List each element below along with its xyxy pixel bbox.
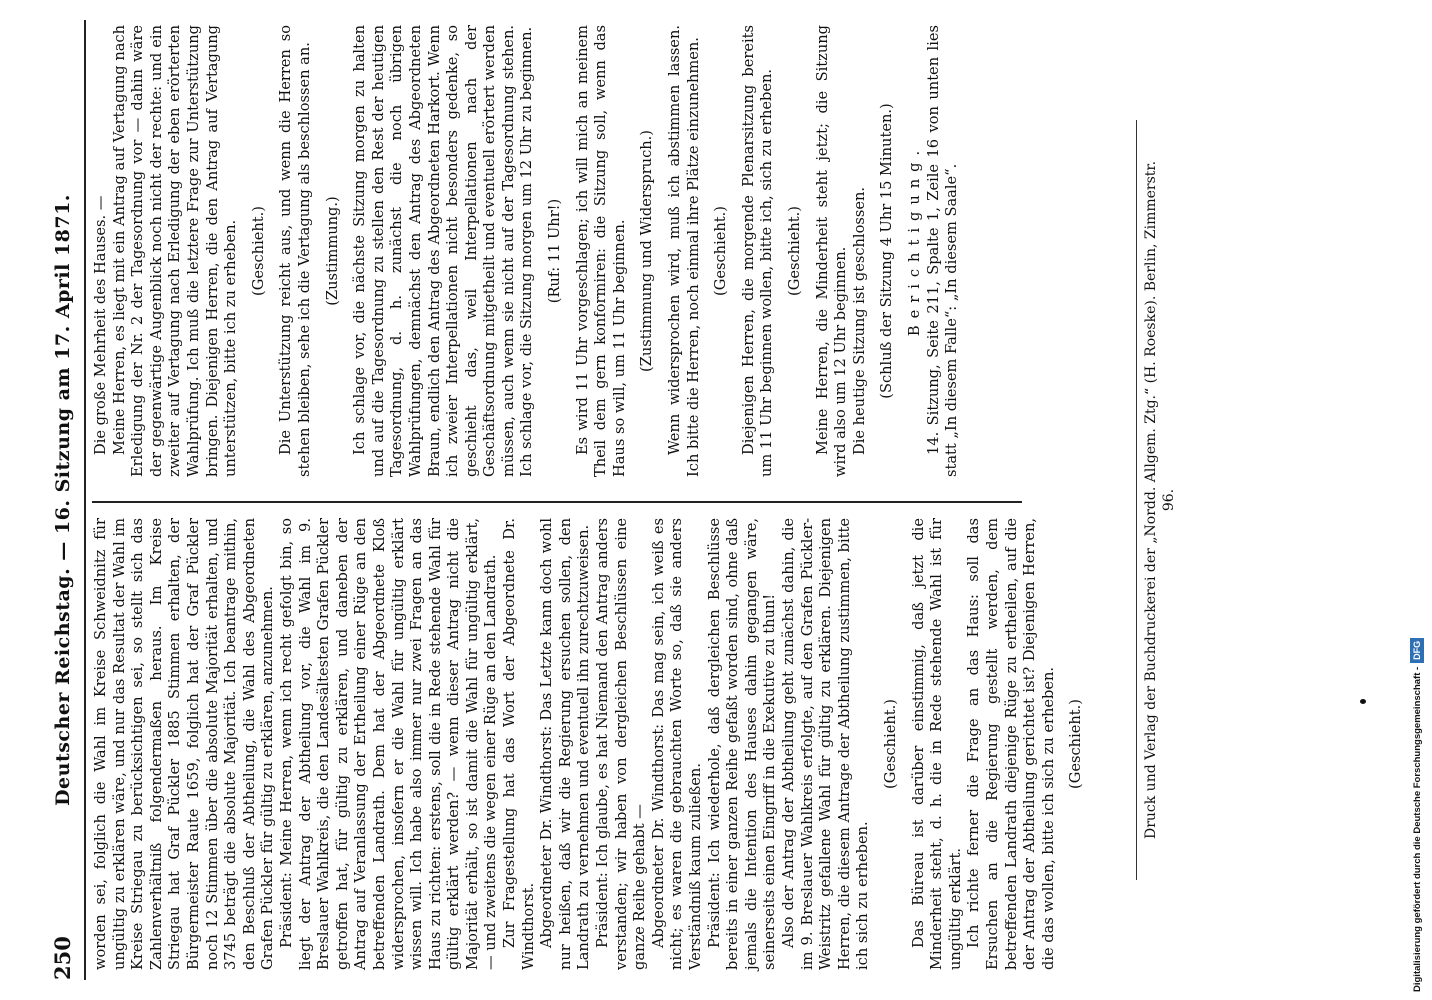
printer-imprint: Druck und Verlag der Buchdruckerei der „Nordd. Allgem. Ztg.“ (H. Roeske). Berlin, Zimmerstr. 96.	[1143, 160, 1177, 840]
paragraph: Es wird 11 Uhr vorgeschlagen; ich will mich an meinem Theil dem gern konformiren: die Sitzung soll, wenn das Haus so will, um 11 Uhr beginnen.	[573, 25, 628, 477]
paragraph: Ich schlage vor, die nächste Sitzung morgen zu halten und auf die Tagesordnung zu stellen den Rest der heutigen Tagesordnung, d. h. zunächst die noch übrigen Wahlprüfungen, demnächst den Antrag des Abgeordneten Braun, endlich den Antrag des Abgeordneten Harkort. Wenn ich zweier Interpellationen nicht besonders gedenke, so geschieht das, weil Interpellationen nach der Geschäftsordnung mitgetheilt und eventuell erörtert werden müssen, auch wenn sie nicht auf der Tagesordnung stehen. Ich schlage vor, die Sitzung morgen um 12 Uhr zu beginnen.	[351, 25, 536, 477]
paragraph: Diejenigen Herren, die morgende Plenarsitzung bereits um 11 Uhr beginnen wollen, bitte ich, sich zu erheben.	[739, 25, 776, 477]
column-divider	[92, 501, 1022, 503]
footer-rule	[1136, 120, 1137, 880]
correction-heading: Berichtigung.	[905, 143, 923, 337]
paragraph: Das Büreau ist darüber einstimmig, daß jetzt die Minderheit steht, d. h. die in Rede stehende Wahl ist für ungültig erklärt.	[909, 518, 964, 970]
stage-direction: (Geschieht.)	[712, 206, 730, 296]
paragraph: Ich richte ferner die Frage an das Haus: soll das Ersuchen an die Regierung gestellt werden, dem betreffenden Landrath diejenige Rüge zu ertheilen, auf die der Antrag der Abtheilung gerichtet ist? Diejenigen Herren, die das wollen, bitte ich sich zu erheben.	[965, 518, 1057, 970]
paragraph: Präsident: Meine Herren, wenn ich recht gefolgt bin, so liegt der Antrag der Abtheilung vor, die Wahl im 9. Breslauer Wahlkreis, die den Landesältesten Grafen Pückler getroffen hat, für gültig zu erklären, und daneben der Antrag auf Veranlassung der Ertheilung einer Rüge an den betreffenden Landrath. Dem hat der Abgeordnete Kloß widersprochen, insofern er die Wahl für ungültig erklärt wissen will. Ich habe also immer nur zwei Fragen an das Haus zu richten: erstens, soll die in Rede stehende Wahl für gültig erklärt werden? — wenn dieser Antrag nicht die Majorität erhält, so ist damit die Wahl für ungültig erklärt, — und zweitens die wegen einer Rüge an den Landrath.	[277, 518, 500, 970]
paragraph: Wenn widersprochen wird, muß ich abstimmen lassen. Ich bitte die Herren, noch einmal ihre Plätze einzunehmen.	[666, 25, 702, 477]
stage-direction: (Geschieht.)	[1067, 699, 1085, 789]
paragraph: Präsident: Ich glaube, es hat Niemand den Antrag anders verstanden; wir haben von dergleichen Beschlüssen eine ganze Reihe gehabt —	[594, 518, 649, 970]
page-title: Deutscher Reichstag. — 16. Sitzung am 17. April 1871.	[52, 194, 74, 806]
right-column	[92, 25, 962, 477]
stage-direction: (Geschieht.)	[881, 699, 899, 789]
ink-spot	[1360, 699, 1366, 704]
paragraph: Abgeordneter Dr. Windthorst: Das mag sein, ich weiß es nicht; es waren die gebrauchten Worte so, daß sie anders Verständniß kaum zuließen.	[649, 518, 704, 970]
stage-direction: (Geschieht.)	[786, 206, 803, 296]
paragraph: Die heutige Sitzung ist geschlossen.	[850, 186, 868, 455]
session-close-note: (Schluß der Sitzung 4 Uhr 15 Minuten.)	[878, 103, 896, 399]
paragraph: Präsident: Ich wiederhole, daß dergleichen Beschlüsse bereits in einer ganzen Reihe gefaßt worden sind, ohne daß jemals die Intention des Hauses dahin gegangen wäre, seinerseits einen Eingriff in die Exekutive zu thun!	[705, 518, 779, 970]
page-number: 250	[50, 936, 75, 980]
left-column	[92, 518, 1095, 970]
header-rule	[84, 20, 86, 980]
dfg-logo: DFG	[1410, 638, 1424, 663]
stage-direction: (Zustimmung.)	[323, 196, 341, 306]
page-header	[38, 20, 78, 980]
paragraph: Die Unterstützung reicht aus, und wenn die Herren so stehen bleiben, sehe ich die Vertagung als beschlossen an.	[277, 25, 313, 477]
paragraph: Die große Mehrheit des Hauses. —	[92, 195, 109, 455]
paragraph: Also der Antrag der Abtheilung geht zunächst dahin, die im 9. Breslauer Wahlkreis erfolgte, auf den Grafen Pückler-Weistritz gefallene Wahl für gültig zu erklären. Diejenigen Herren, die diesem Antrage der Abtheilung zustimmen, bitte ich sich zu erheben.	[779, 518, 872, 970]
stage-direction: (Zustimmung und Widerspruch.)	[638, 130, 656, 372]
credit-text: Digitalisierung gefördert durch die Deutsche Forschungsgemeinschaft -	[1412, 666, 1423, 992]
paragraph: worden sei, folglich die Wahl im Kreise Schweidnitz für ungültig zu erklären wäre, und nur das Resultat der Wahl im Kreise Striegau zu berücksichtigen sei, so stellt sich das Zahlenverhältniß folgendermaßen heraus. Im Kreise Striegau hat Graf Pückler 1885 Stimmen erhalten, der Bürgermeister Raute 1659, folglich hat der Graf Pückler noch 12 Stimmen über die absolute Majorität erhalten, und 3745 beträgt die absolute Majorität. Ich beantrage mithin, den Beschluß der Abtheilung, die Wahl des Abgeordneten Grafen Pückler für gültig zu erklären, anzunehmen.	[92, 518, 277, 970]
paragraph: Meine Herren, es liegt mit ein Antrag auf Vertagung nach Erledigung der Nr. 2 der Tagesordnung vor — dahin wäre der gegenwärtige Augenblick noch nicht der rechte: und ein zweiter auf Vertagung nach Erledigung der eben erörterten Wahlprüfung. Ich muß die letztere Frage zur Unterstützung bringen. Diejenigen Herren, die den Antrag auf Vertagung unterstützen, bitte ich zu erheben.	[110, 25, 240, 477]
paragraph: Zur Fragestellung hat das Wort der Abgeordnete Dr. Windthorst.	[501, 518, 537, 970]
correction-text: 14. Sitzung, Seite 211, Spalte 1, Zeile 16 von unten lies statt „In diesem Falle“: „In diesem Saale“.	[924, 25, 961, 477]
digitization-credit	[1410, 6, 1424, 992]
paragraph: Abgeordneter Dr. Windthorst: Das Letzte kann doch wohl nur heißen, daß wir die Regierung ersuchen sollen, den Landrath zu vernehmen und eventuell ihn zurechtzuweisen.	[538, 518, 593, 970]
stage-direction: (Geschieht.)	[249, 206, 267, 296]
paragraph: Meine Herren, die Minderheit steht jetzt; die Sitzung wird also um 12 Uhr beginnen.	[813, 25, 850, 477]
stage-direction: (Ruf: 11 Uhr!)	[546, 198, 564, 304]
